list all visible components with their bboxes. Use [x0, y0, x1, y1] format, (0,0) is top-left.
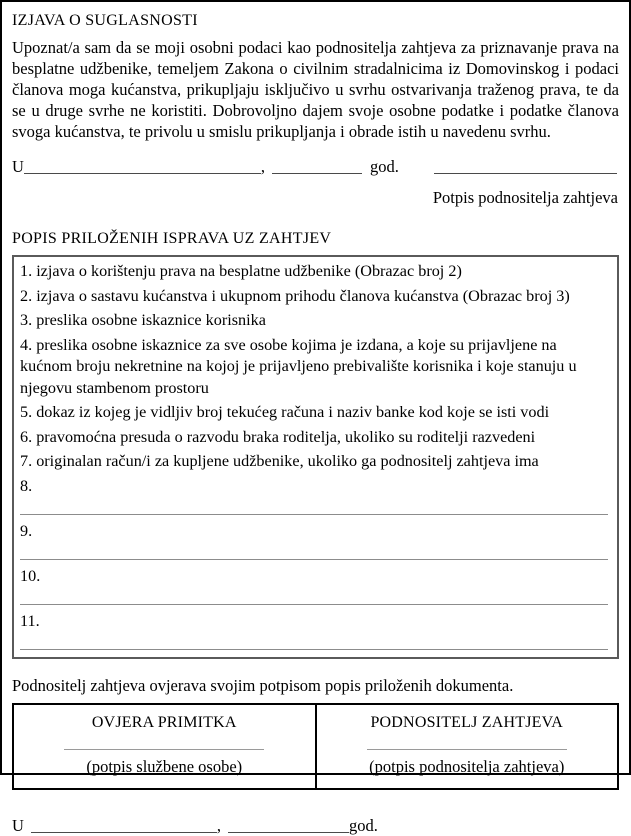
item-text: izjava o korištenju prava na besplatne udžbenike (Obrazac broj 2): [36, 262, 462, 280]
footer-date-blank-line: [228, 831, 349, 833]
document-list-item-10: [20, 565, 611, 610]
item-text: preslika osobne iskaznice korisnika: [36, 311, 266, 329]
item-number: 2.: [20, 286, 33, 305]
item-text: preslika osobne iskaznice za sve osobe kojima je izdana, a koje su prijavljene na kućnom broju nekretnine na kojoj je prijavljeno prebivalište korisnika i koje stanuju u njegovu stambenom prostoru: [20, 335, 577, 397]
receipt-verification-cell: [14, 705, 315, 788]
footer-year-label: god.: [349, 815, 378, 835]
place-prefix-label: U: [12, 157, 24, 176]
document-list-item-8: [20, 475, 611, 520]
applicant-signature-blank-line: [434, 172, 617, 174]
attached-documents-heading: POPIS PRILOŽENIH ISPRAVA UZ ZAHTJEV: [12, 230, 332, 247]
date-blank-line: [272, 172, 362, 174]
place-date-row: [12, 157, 619, 177]
document-item-blank-line: [20, 649, 608, 650]
item-text: izjava o sastavu kućanstva i ukupnom prihodu članova kućanstva (Obrazac broj 3): [36, 286, 570, 305]
item-number: 5.: [20, 403, 33, 421]
footer-comma-separator: ,: [216, 815, 222, 835]
consent-declaration-section: [12, 12, 619, 208]
applicant-signature-header: PODNOSITELJ ZAHTJEVA: [370, 713, 564, 731]
applicant-signature-caption: (potpis podnositelja zahtjeva): [369, 756, 565, 776]
year-label: god.: [370, 157, 399, 176]
receipt-verification-header: OVJERA PRIMITKA: [91, 713, 237, 731]
signature-table: [12, 703, 619, 790]
document-list-item-3: [20, 309, 611, 334]
item-text: originalan račun/i za kupljene udžbenike, ukoliko ga podnositelj zahtjeva ima: [36, 452, 539, 470]
item-number: 11.: [20, 611, 40, 630]
document-list-item-11: [20, 610, 611, 655]
consent-title: IZJAVA O SUGLASNOSTI: [12, 12, 198, 29]
document-list-item-1: [20, 260, 611, 285]
place-blank-line: [24, 172, 261, 174]
footer-place-date-row: [12, 816, 619, 836]
document-list-item-6: [20, 426, 611, 451]
document-item-blank-line: [20, 604, 608, 605]
item-text: pravomoćna presuda o razvodu braka roditelja, ukoliko su roditelji razvedeni: [36, 427, 536, 446]
applicant-signature-line: [367, 748, 567, 750]
document-list-item-4: [20, 334, 611, 402]
document-item-blank-line: [20, 559, 608, 560]
item-number: 9.: [20, 521, 33, 540]
item-text: dokaz iz kojeg je vidljiv broj tekućeg računa i naziv banke kod koje se isti vodi: [36, 403, 550, 421]
item-number: 7.: [20, 452, 33, 470]
document-item-blank-line: [20, 514, 608, 515]
item-number: 6.: [20, 427, 33, 446]
document-list-item-9: [20, 520, 611, 565]
consent-body-text: Upoznat/a sam da se moji osobni podaci kao podnositelja zahtjeva za priznavanje prava na besplatne udžbenike, temeljem Zakona o civilnim stradalnicima iz Domovinskog i podaci članova moga kućanstva, prikupljaju isključivo u svrhu ostvarivanja traženog prava, te da se u druge svrhe ne koristiti. Dobrovoljno dajem svoje osobne podatke i podatke članova svoga kućanstva, te privolu u smislu prikupljanja i obrade istih u navedenu svrhu.: [12, 38, 619, 141]
footer-place-prefix-label: U: [12, 815, 24, 835]
item-number: 8.: [20, 476, 33, 495]
item-number: 4.: [20, 335, 33, 354]
verification-note: Podnositelj zahtjeva ovjerava svojim potpisom popis priloženih dokumenta.: [12, 675, 514, 695]
official-signature-line: [64, 748, 264, 750]
signature-verification-section: [12, 676, 619, 790]
attached-documents-list: [12, 255, 619, 659]
applicant-signature-cell: [315, 705, 618, 788]
item-number: 3.: [20, 311, 33, 329]
footer-place-blank-line: [31, 831, 217, 833]
document-list-item-5: [20, 401, 611, 426]
official-signature-caption: (potpis službene osobe): [86, 756, 243, 776]
document-list-item-2: [20, 285, 611, 310]
signature-caption: Potpis podnositelja zahtjeva: [432, 188, 618, 207]
comma-separator: ,: [260, 157, 266, 176]
item-number: 1.: [20, 262, 33, 280]
item-number: 10.: [20, 566, 41, 585]
attached-documents-section: [12, 230, 619, 659]
document-list-item-7: [20, 450, 611, 475]
